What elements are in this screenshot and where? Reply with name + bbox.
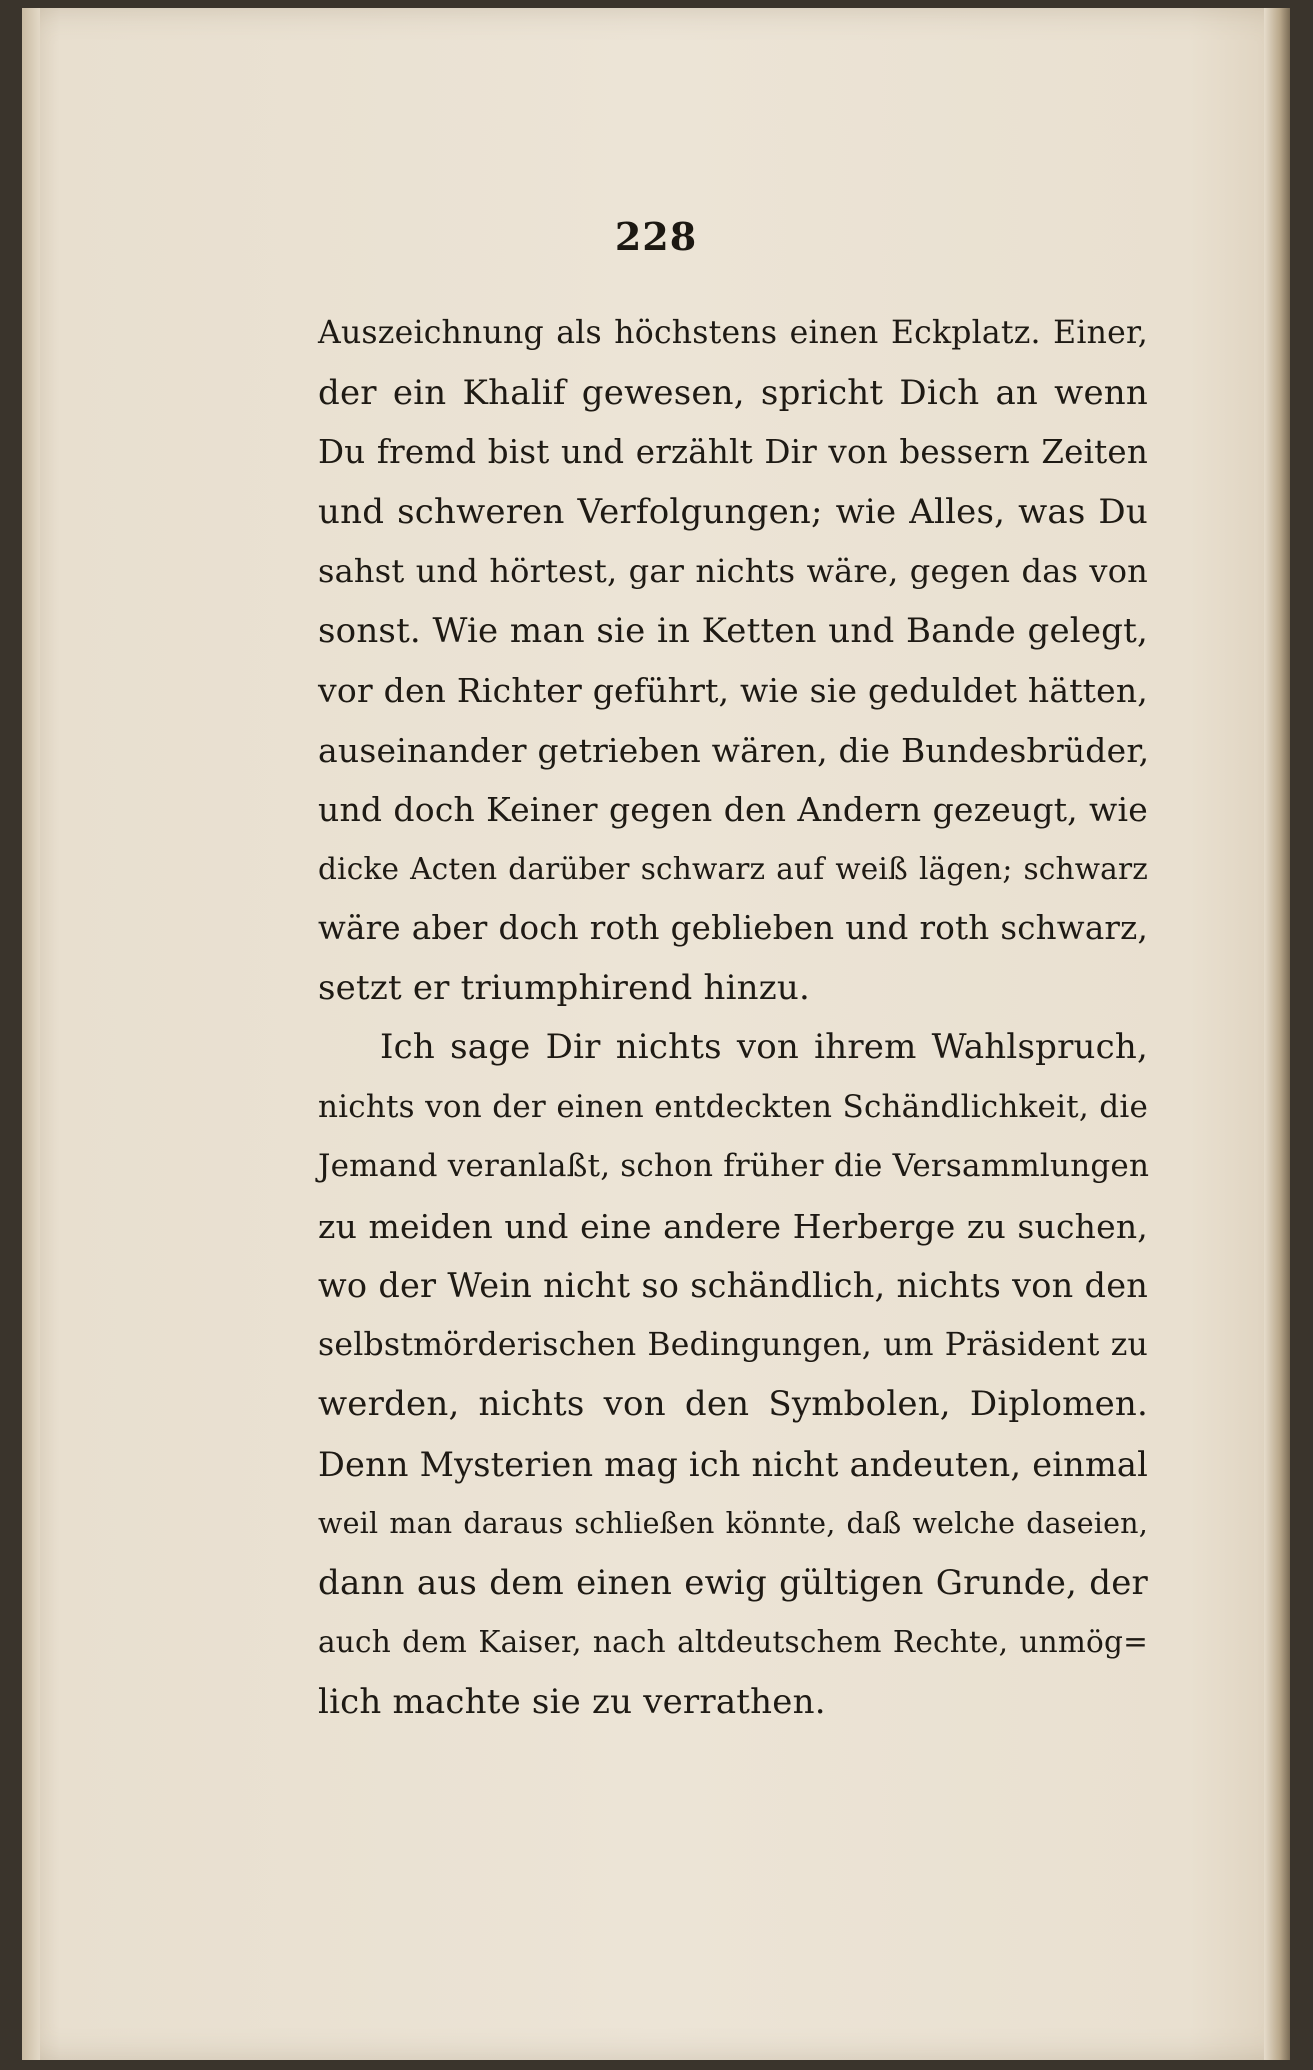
text-line: und schweren Verfolgungen; wie Alles, was Du — [318, 491, 1148, 532]
text-line: und doch Keiner gegen den Andern gezeugt, wie — [318, 790, 1148, 829]
text-line: sonst. Wie man sie in Ketten und Bande gelegt, — [318, 610, 1148, 651]
text-line: Auszeichnung als höchstens einen Eckplatz. Einer, — [318, 315, 1148, 351]
text-line: vor den Richter geführt, wie sie geduldet hätten, — [318, 671, 1148, 710]
text-line: der ein Khalif gewesen, spricht Dich an wenn — [318, 372, 1148, 413]
text-line: auseinander getrieben wären, die Bundesbrüder, — [318, 730, 1150, 770]
text-line: Jemand veranlaßt, schon früher die Versammlungen — [318, 1148, 1150, 1184]
text-line: weil man daraus schließen könnte, daß welche daseien, — [318, 1507, 1148, 1540]
text-line: wo der Wein nicht so schändlich, nichts von den — [318, 1266, 1148, 1305]
text-line: wäre aber doch roth geblieben und roth schwarz, — [318, 909, 1148, 947]
text-line: Du fremd bist und erzählt Dir von bessern Zeiten — [318, 433, 1148, 471]
text-line: lich machte sie zu verrathen. — [318, 1681, 826, 1722]
text-line: nichts von der einen entdeckten Schändlichkeit, die — [318, 1088, 1148, 1125]
text-line: dann aus dem einen ewig gültigen Grunde, der — [318, 1562, 1148, 1603]
page-number: 228 — [614, 214, 698, 259]
text-line: zu meiden und eine andere Herberge zu suchen, — [318, 1206, 1148, 1246]
page-gutter — [22, 8, 40, 2060]
text-line: dicke Acten darüber schwarz auf weiß lägen; schwarz — [318, 851, 1148, 886]
text-line: Denn Mysterien mag ich nicht andeuten, einmal — [318, 1444, 1148, 1484]
body-text — [318, 304, 1148, 1732]
text-line: sahst und hörtest, gar nichts wäre, gegen das von — [318, 552, 1148, 590]
text-line: auch dem Kaiser, nach altdeutschem Rechte, unmög= — [318, 1625, 1148, 1659]
text-line: Ich sage Dir nichts von ihrem Wahlspruch, — [380, 1027, 1148, 1067]
text-line: selbstmörderischen Bedingungen, um Präsident zu — [318, 1326, 1148, 1363]
text-line: setzt er triumphirend hinzu. — [318, 967, 810, 1008]
text-line: werden, nichts von den Symbolen, Diplomen. — [318, 1384, 1148, 1424]
book-page — [22, 8, 1290, 2060]
page-fore-edge — [1264, 8, 1290, 2060]
